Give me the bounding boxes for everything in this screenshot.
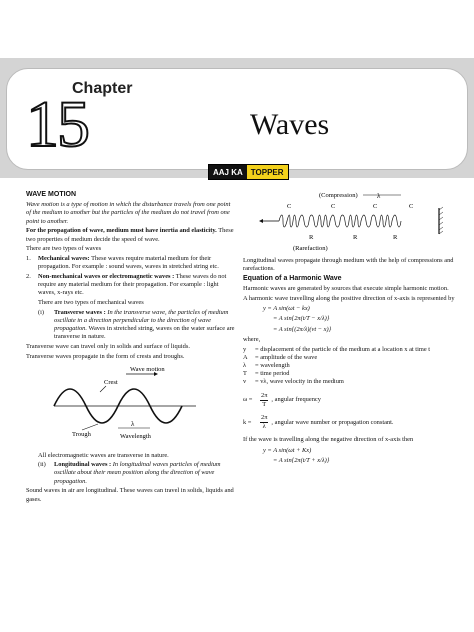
omega-lhs: ω = (243, 396, 253, 404)
fraction (260, 414, 268, 431)
definition-row (243, 346, 455, 354)
def-symbol: λ (243, 361, 247, 369)
item-bold: Longitudinal waves : (54, 461, 112, 469)
types-intro: There are two types of waves (26, 245, 102, 253)
section-heading: Equation of a Harmonic Wave (243, 275, 342, 283)
logo-part-2: TOPPER (247, 165, 288, 179)
list-item (26, 255, 236, 271)
sound-text: Sound waves in air are longitudinal. These waves can travel in solids, liquids and gases. (26, 487, 234, 503)
crest-pointer (100, 386, 106, 392)
def-symbol: y (243, 345, 247, 353)
c-label: C (287, 203, 292, 210)
left-column (26, 190, 236, 505)
item-bold: Transverse waves : (54, 308, 106, 316)
trough-pointer (82, 424, 98, 430)
def-text: = vλ, wave velocity in the medium (255, 378, 344, 386)
item-number: (i) (38, 308, 45, 316)
omega-formula (243, 392, 455, 409)
item-italic: In longitudinal waves particles of medium oscillate about their mean position along the direction of wave propagation. (54, 461, 221, 485)
equation: = A sin{(2π/λ)(vt − x)} (273, 325, 332, 333)
equation: = A sin{2π(t/T + x/λ)} (273, 456, 330, 464)
k-formula (243, 414, 455, 431)
lambda-label: λ (377, 192, 381, 200)
chapter-number: 15 (26, 88, 88, 161)
wall-hatch (439, 207, 443, 234)
chapter-title: Waves (250, 108, 330, 141)
def-symbol: A (243, 353, 248, 361)
harmonic-text: Harmonic waves are generated by sources that execute simple harmonic motion. (243, 285, 449, 293)
def-text: = time period (255, 370, 290, 378)
harmonic-text-2: A harmonic wave travelling along the positive direction of x-axis is represented by (243, 295, 455, 303)
equation: = A sin{2π(t/T − x/λ)} (273, 315, 330, 323)
item-text: These waves require material medium for their propagation. For example : sound waves, waves in stretched string etc. (38, 254, 219, 271)
section-heading: WAVE MOTION (26, 191, 77, 198)
c-label: C (331, 203, 336, 210)
r-label: R (393, 234, 398, 241)
crests-text: Transverse waves propagate in the form of crests and troughs. (26, 352, 185, 360)
wavelength-label: Wavelength (120, 433, 151, 441)
list-item (26, 461, 236, 486)
numerator: 2π (260, 414, 268, 423)
wave-motion-label: Wave motion (130, 366, 165, 374)
solids-text: Transverse wave can travel only in solids and surface of liquids. (26, 342, 190, 350)
logo-part-1: AAJ KA (209, 165, 247, 179)
brand-logo (208, 164, 289, 180)
intro-text: Wave motion is a type of motion in which the disturbance travels from one point of the medium to another but the particles of the medium do not travel from one point to another. (26, 201, 231, 225)
em-text: All electromagnetic waves are transverse in nature. (38, 451, 169, 459)
equation: y = A sin(ωt − kx) (263, 305, 310, 313)
def-text: = wavelength (255, 361, 290, 369)
def-symbol: v (243, 378, 247, 386)
trough-label: Trough (72, 431, 91, 439)
denominator: λ (262, 423, 266, 431)
definitions-list (243, 346, 455, 387)
item-bold: Non-mechanical waves or electromagnetic waves : (38, 272, 175, 280)
longitudinal-text: Longitudinal waves propagate through medium with the help of compressions and rarefactions. (243, 257, 454, 273)
longitudinal-wave-figure (243, 190, 455, 254)
chapter-label: Chapter (72, 80, 133, 97)
arrow-head (259, 219, 263, 223)
numerator: 2π (260, 392, 268, 401)
r-label: R (309, 234, 314, 241)
spring-coils (279, 215, 401, 227)
rarefaction-label: (Rarefaction) (293, 245, 328, 252)
item-number: (ii) (38, 461, 46, 469)
def-symbol: T (243, 370, 247, 378)
item-bold: Mechanical waves: (38, 254, 90, 262)
r-label: R (353, 234, 358, 241)
list-item (26, 273, 236, 298)
def-text: = displacement of the particle of the medium at a location x at time t (255, 345, 431, 353)
item-text: These waves do not require any material medium for their propagation. For example : light waves, x-rays etc. (38, 272, 227, 297)
definition-row (243, 362, 455, 370)
c-label: C (409, 203, 414, 210)
k-lhs: k = (243, 418, 252, 426)
negative-direction-text: If the wave is travelling along the negative direction of x-axis then (243, 436, 414, 444)
item-text: Waves in stretched string, waves on the water surface are transverse in nature. (54, 325, 235, 341)
fraction (260, 392, 268, 409)
denominator: T (262, 400, 267, 408)
c-label: C (373, 203, 378, 210)
item-number: 2. (26, 272, 31, 280)
item-italic: In the transverse wave, the particles of medium oscillate in a direction perpendicular to the direction of wave propagation. (54, 308, 229, 333)
propagation-text (26, 227, 236, 243)
transverse-wave-figure (26, 362, 236, 448)
def-text: = amplitude of the wave (255, 353, 318, 361)
definition-row (243, 370, 455, 378)
crest-label: Crest (104, 379, 118, 387)
lambda-label: λ (131, 420, 135, 429)
propagation-bold: For the propagation of wave, medium must have inertia and elasticity. (26, 227, 217, 235)
item-number: 1. (26, 254, 31, 262)
definition-row (243, 378, 455, 386)
omega-text: , angular frequency (271, 396, 321, 404)
list-item (26, 309, 236, 342)
definition-row (243, 354, 455, 362)
equation: y = A sin(ωt + Kx) (263, 446, 312, 454)
compression-label: (Compression) (319, 192, 358, 199)
where-text: where, (243, 335, 261, 343)
mech-types-intro: There are two types of mechanical waves (38, 298, 144, 306)
right-column (243, 190, 455, 467)
k-text: , angular wave number or propagation constant. (271, 418, 394, 426)
propagation-rest: These two properties of medium decide the speed of wave. (26, 227, 234, 243)
